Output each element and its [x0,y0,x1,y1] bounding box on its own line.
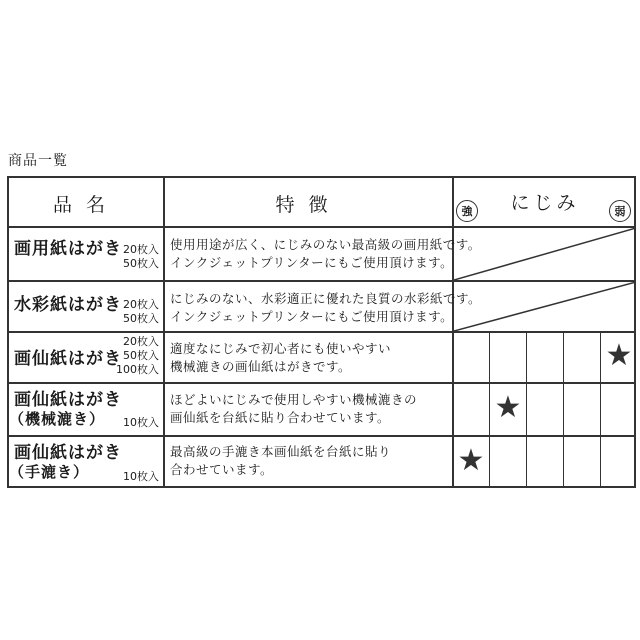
feature-line: 画仙紙を台紙に貼り合わせています。 [170,410,391,425]
product-table [7,176,636,488]
feature-line: 機械漉きの画仙紙はがきです。 [170,359,352,374]
quantity: 20枚入 [123,335,159,348]
product-name: 画仙紙はがき [14,349,122,369]
bleed-star-icon: ★ [605,337,633,373]
weak-badge: 弱 [609,200,631,222]
quantity: 100枚入 [116,363,159,376]
quantity: 20枚入 [123,243,159,256]
feature-line: 適度なにじみで初心者にも使いやすい [170,341,392,356]
not-applicable-diagonal [454,228,636,280]
table-caption: 商品一覧 [8,153,68,169]
strong-badge: 強 [456,200,478,222]
product-name: 画用紙はがき [14,239,122,259]
feature-line: 合わせています。 [170,462,274,477]
header-feature: 特徴 [275,194,342,216]
row-divider [9,331,634,333]
header-bleed: にじみ [510,192,580,214]
product-subname: （機械漉き） [9,410,106,428]
quantity: 50枚入 [123,257,159,270]
scale-divider [526,331,527,486]
scale-divider [563,331,564,486]
quantity: 50枚入 [123,349,159,362]
header-product-name: 品名 [52,194,119,216]
not-applicable-diagonal [454,282,636,331]
product-name: 画仙紙はがき [14,390,122,410]
bleed-star-icon: ★ [457,442,485,478]
bleed-star-icon: ★ [494,389,522,425]
row-divider [9,435,634,437]
row-divider [9,382,634,384]
feature-line: 最高級の手漉き本画仙紙を台紙に貼り [170,444,392,459]
product-name: 画仙紙はがき [14,443,122,463]
feature-line: ほどよいにじみで使用しやすい機械漉きの [170,392,418,407]
product-subname: （手漉き） [9,463,90,481]
product-name: 水彩紙はがき [14,295,122,315]
quantity: 50枚入 [123,312,159,325]
quantity: 20枚入 [123,298,159,311]
feature-line: にじみのない、水彩適正に優れた良質の水彩紙です。 [170,291,482,306]
quantity: 10枚入 [123,470,159,483]
quantity: 10枚入 [123,416,159,429]
scale-divider [489,331,490,486]
feature-line: 使用用途が広く、にじみのない最高級の画用紙です。 [170,237,481,252]
feature-line: インクジェットプリンターにもご使用頂けます。 [170,255,454,270]
feature-line: インクジェットプリンターにもご使用頂けます。 [170,309,454,324]
scale-divider [600,331,601,486]
